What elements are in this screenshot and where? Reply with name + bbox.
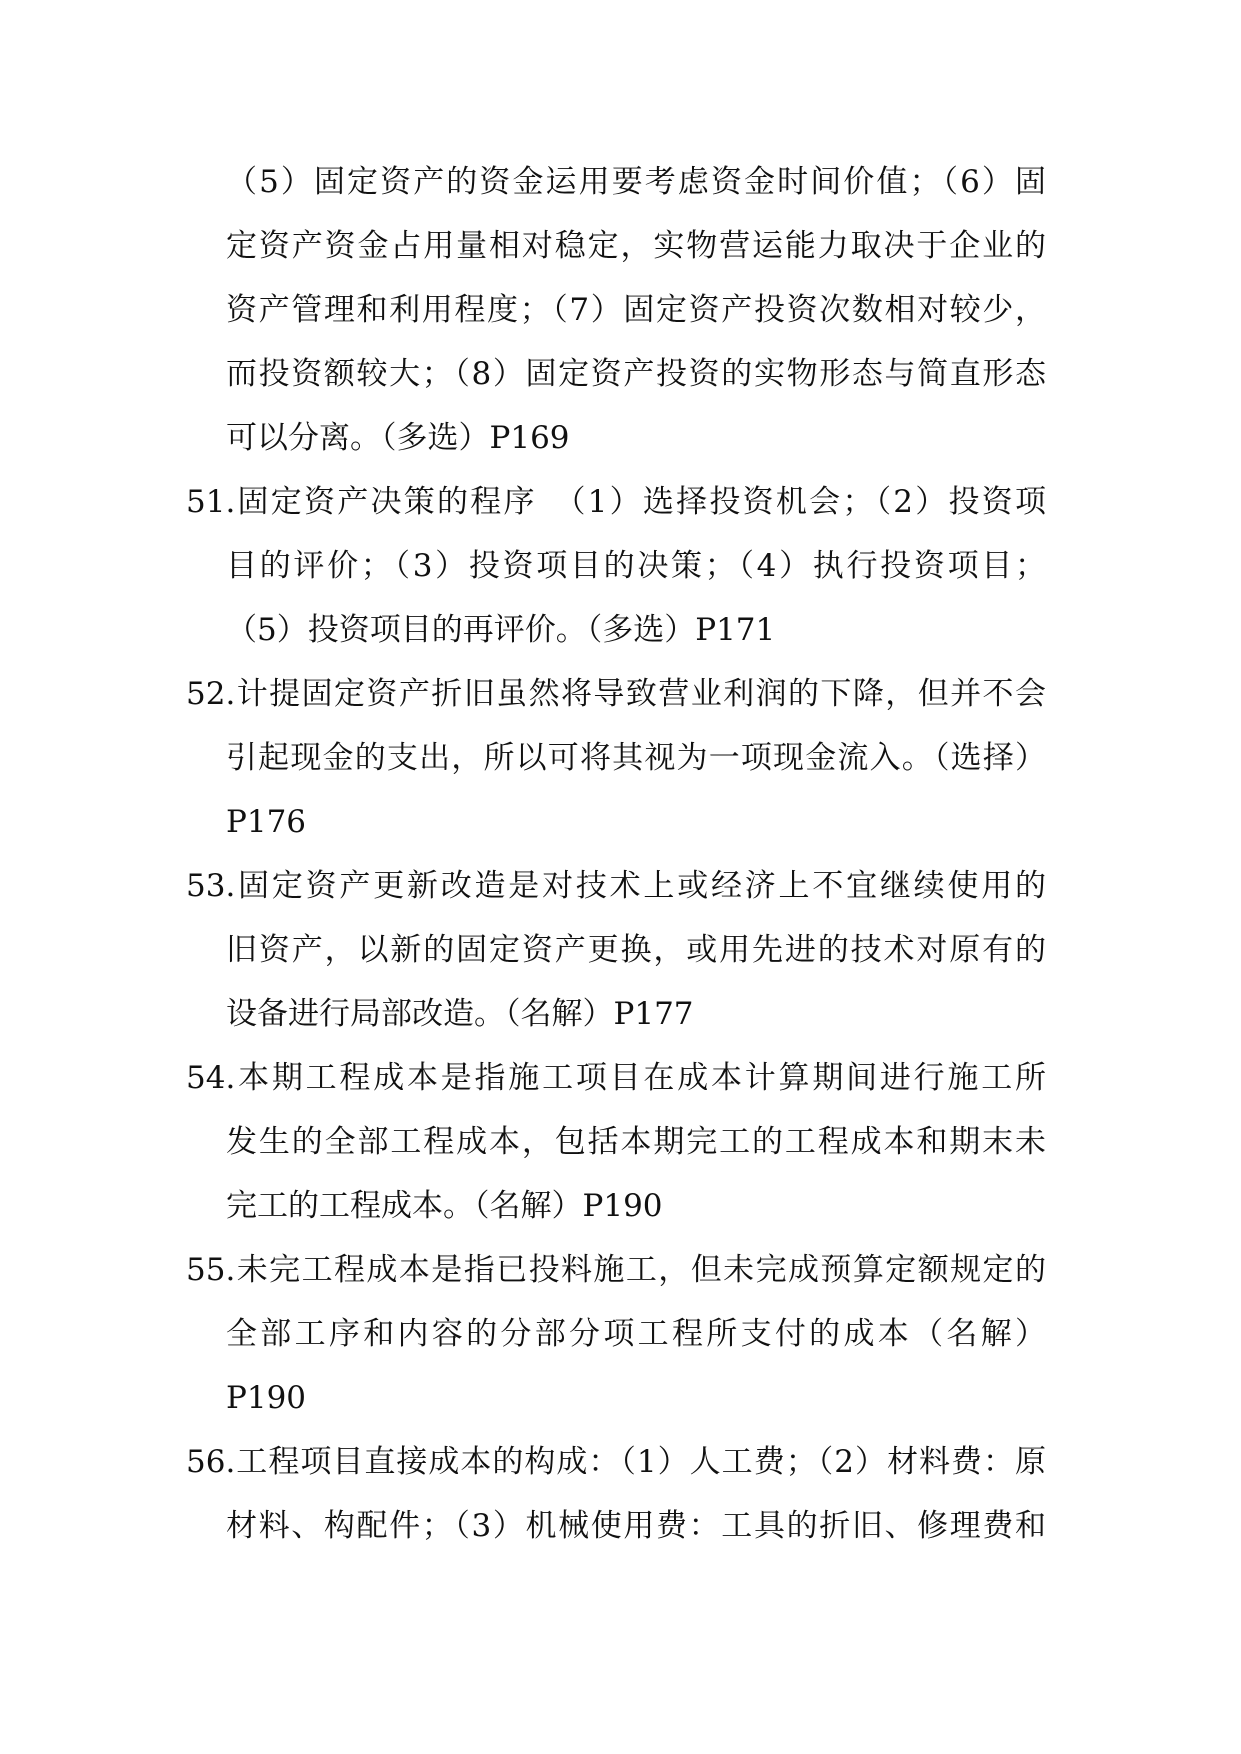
item-53-line-1: 53.固定资产更新改造是对技术上或经济上不宜继续使用的 <box>186 868 1046 904</box>
text-line-2: 定资产资金占用量相对稳定，实物营运能力取决于企业的 <box>226 228 1046 264</box>
item-51-line-1: 51.固定资产决策的程序 （1）选择投资机会；（2）投资项 <box>186 484 1046 520</box>
text-line-1: （5）固定资产的资金运用要考虑资金时间价值；（6）固 <box>226 164 1046 200</box>
item-52-line-1: 52.计提固定资产折旧虽然将导致营业利润的下降，但并不会 <box>186 676 1046 712</box>
item-55-line-1: 55.未完工程成本是指已投料施工，但未完成预算定额规定的 <box>186 1252 1046 1288</box>
item-54-line-3: 完工的工程成本。（名解）P190 <box>226 1188 663 1224</box>
item-52-line-3: P176 <box>226 804 307 840</box>
item-54-line-1: 54.本期工程成本是指施工项目在成本计算期间进行施工所 <box>186 1060 1046 1096</box>
item-55-line-3: P190 <box>226 1380 307 1416</box>
text-line-5: 可以分离。（多选）P169 <box>226 420 570 456</box>
text-line-4: 而投资额较大；（8）固定资产投资的实物形态与简直形态 <box>226 356 1046 392</box>
item-51-line-3: （5）投资项目的再评价。（多选）P171 <box>226 612 776 648</box>
item-56-line-2: 材料、构配件；（3）机械使用费：工具的折旧、修理费和 <box>226 1508 1046 1544</box>
item-52-line-2: 引起现金的支出，所以可将其视为一项现金流入。（选择） <box>226 740 1046 776</box>
item-51-line-2: 目的评价；（3）投资项目的决策；（4）执行投资项目； <box>226 548 1046 584</box>
item-55-line-2: 全部工序和内容的分部分项工程所支付的成本（名解） <box>226 1316 1046 1352</box>
item-53-line-3: 设备进行局部改造。（名解）P177 <box>226 996 694 1032</box>
item-54-line-2: 发生的全部工程成本，包括本期完工的工程成本和期末未 <box>226 1124 1046 1160</box>
item-53-line-2: 旧资产，以新的固定资产更换，或用先进的技术对原有的 <box>226 932 1046 968</box>
item-56-line-1: 56.工程项目直接成本的构成：（1）人工费；（2）材料费：原 <box>186 1444 1046 1480</box>
text-line-3: 资产管理和利用程度；（7）固定资产投资次数相对较少， <box>226 292 1046 328</box>
